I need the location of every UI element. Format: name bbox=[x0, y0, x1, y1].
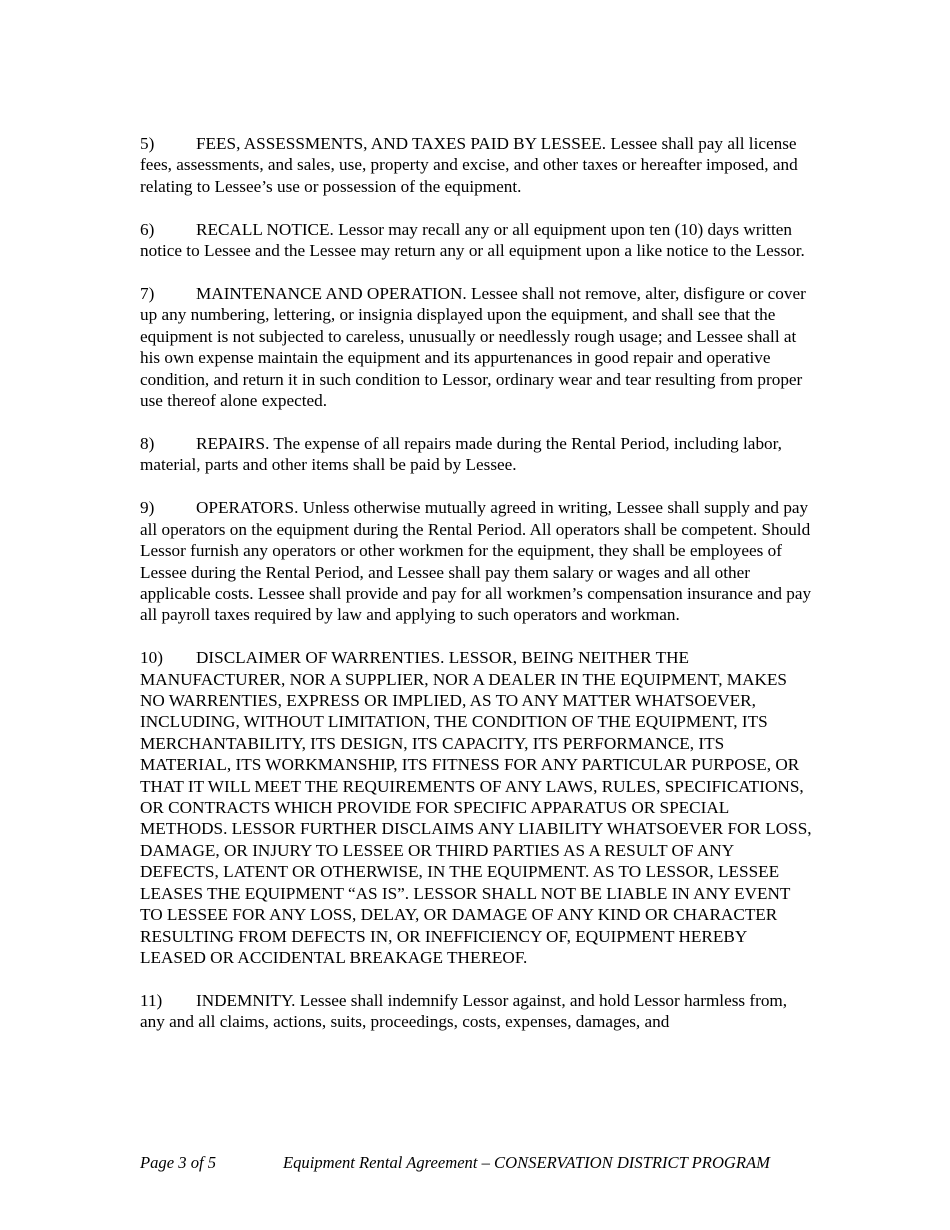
clause-number: 11) bbox=[140, 990, 163, 1010]
clause-9 bbox=[140, 497, 812, 625]
clause-text: FEES, ASSESSMENTS, AND TAXES PAID BY LESSEE. Lessee shall pay all license fees, assessments, and sales, use, property and excise, and other taxes or hereafter imposed, and relating to Lessee’s use or possession of the equipment. bbox=[140, 134, 798, 196]
clause-text: OPERATORS. Unless otherwise mutually agreed in writing, Lessee shall supply and pay all operators on the equipment during the Rental Period. All operators shall be competent. Should Lessor furnish any operators or other workmen for the equipment, they shall be employees of Lessee during the Rental Period, and Lessee shall pay them salary or wages and all other applicable costs. Lessee shall provide and pay for all workmen’s compensation insurance and pay all payroll taxes required by law and applying to such operators and workman. bbox=[140, 498, 812, 625]
clause-10 bbox=[140, 647, 812, 968]
clause-number: 5) bbox=[140, 134, 155, 153]
clause-number: 9) bbox=[140, 498, 155, 518]
clause-6 bbox=[140, 219, 812, 262]
clause-7 bbox=[140, 283, 812, 411]
footer-document-title: Equipment Rental Agreement – CONSERVATION DISTRICT PROGRAM bbox=[283, 1153, 771, 1172]
clause-text: RECALL NOTICE. Lessor may recall any or all equipment upon ten (10) days written notice to Lessee and the Lessee may return any or all equipment upon a like notice to the Lessor. bbox=[140, 219, 805, 261]
page-number: Page 3 of 5 bbox=[140, 1153, 217, 1172]
page-footer bbox=[140, 1153, 770, 1173]
clause-text: DISCLAIMER OF WARRENTIES. LESSOR, BEING NEITHER THE MANUFACTURER, NOR A SUPPLIER, NOR A DEALER IN THE EQUIPMENT, MAKES NO WARRENTIES, EXPRESS OR IMPLIED, AS TO ANY MATTER WHATSOEVER, INCLUDING, WITHOUT LIMITATION, THE CONDITION OF THE EQUIPMENT, ITS MERCHANTABILITY, ITS DESIGN, ITS CAPACITY, ITS PERFORMANCE, ITS MATERIAL, ITS WORKMANSHIP, ITS FITNESS FOR ANY PARTICULAR PURPOSE, OR THAT IT WILL MEET THE REQUIREMENTS OF ANY LAWS, RULES, SPECIFICATIONS, OR CONTRACTS WHICH PROVIDE FOR SPECIFIC APPARATUS OR SPECIAL METHODS. LESSOR FURTHER DISCLAIMS ANY LIABILITY WHATSOEVER FOR LOSS, DAMAGE, OR INJURY TO LESSEE OR THIRD PARTIES AS A RESULT OF ANY DEFECTS, LATENT OR OTHERWISE, IN THE EQUIPMENT. AS TO LESSOR, LESSEE LEASES THE EQUIPMENT “AS IS”. LESSOR SHALL NOT BE LIABLE IN ANY EVENT TO LESSEE FOR ANY LOSS, DELAY, OR DAMAGE OF ANY KIND OR CHARACTER RESULTING FROM DEFECTS IN, OR INEFFICIENCY OF, EQUIPMENT HEREBY LEASED OR ACCIDENTAL BREAKAGE THEREOF. bbox=[140, 648, 812, 967]
clause-number: 8) bbox=[140, 433, 155, 453]
document-body bbox=[140, 133, 812, 1054]
clause-number: 10) bbox=[140, 648, 163, 668]
clause-11 bbox=[140, 990, 812, 1033]
clause-number: 7) bbox=[140, 284, 155, 304]
clause-text: REPAIRS. The expense of all repairs made during the Rental Period, including labor, material, parts and other items shall be paid by Lessee. bbox=[140, 433, 782, 475]
clause-number: 6) bbox=[140, 219, 155, 239]
clause-text: INDEMNITY. Lessee shall indemnify Lessor against, and hold Lessor harmless from, any and all claims, actions, suits, proceedings, costs, expenses, damages, and bbox=[140, 990, 788, 1032]
clause-5 bbox=[140, 133, 812, 197]
clause-8 bbox=[140, 433, 812, 476]
clause-text: MAINTENANCE AND OPERATION. Lessee shall not remove, alter, disfigure or cover up any numbering, lettering, or insignia displayed upon the equipment, and shall see that the equipment is not subjected to careless, unusually or needlessly rough usage; and Lessee shall at his own expense maintain the equipment and its appurtenances in good repair and operative condition, and return it in such condition to Lessor, ordinary wear and tear resulting from proper use thereof alone expected. bbox=[140, 284, 806, 411]
